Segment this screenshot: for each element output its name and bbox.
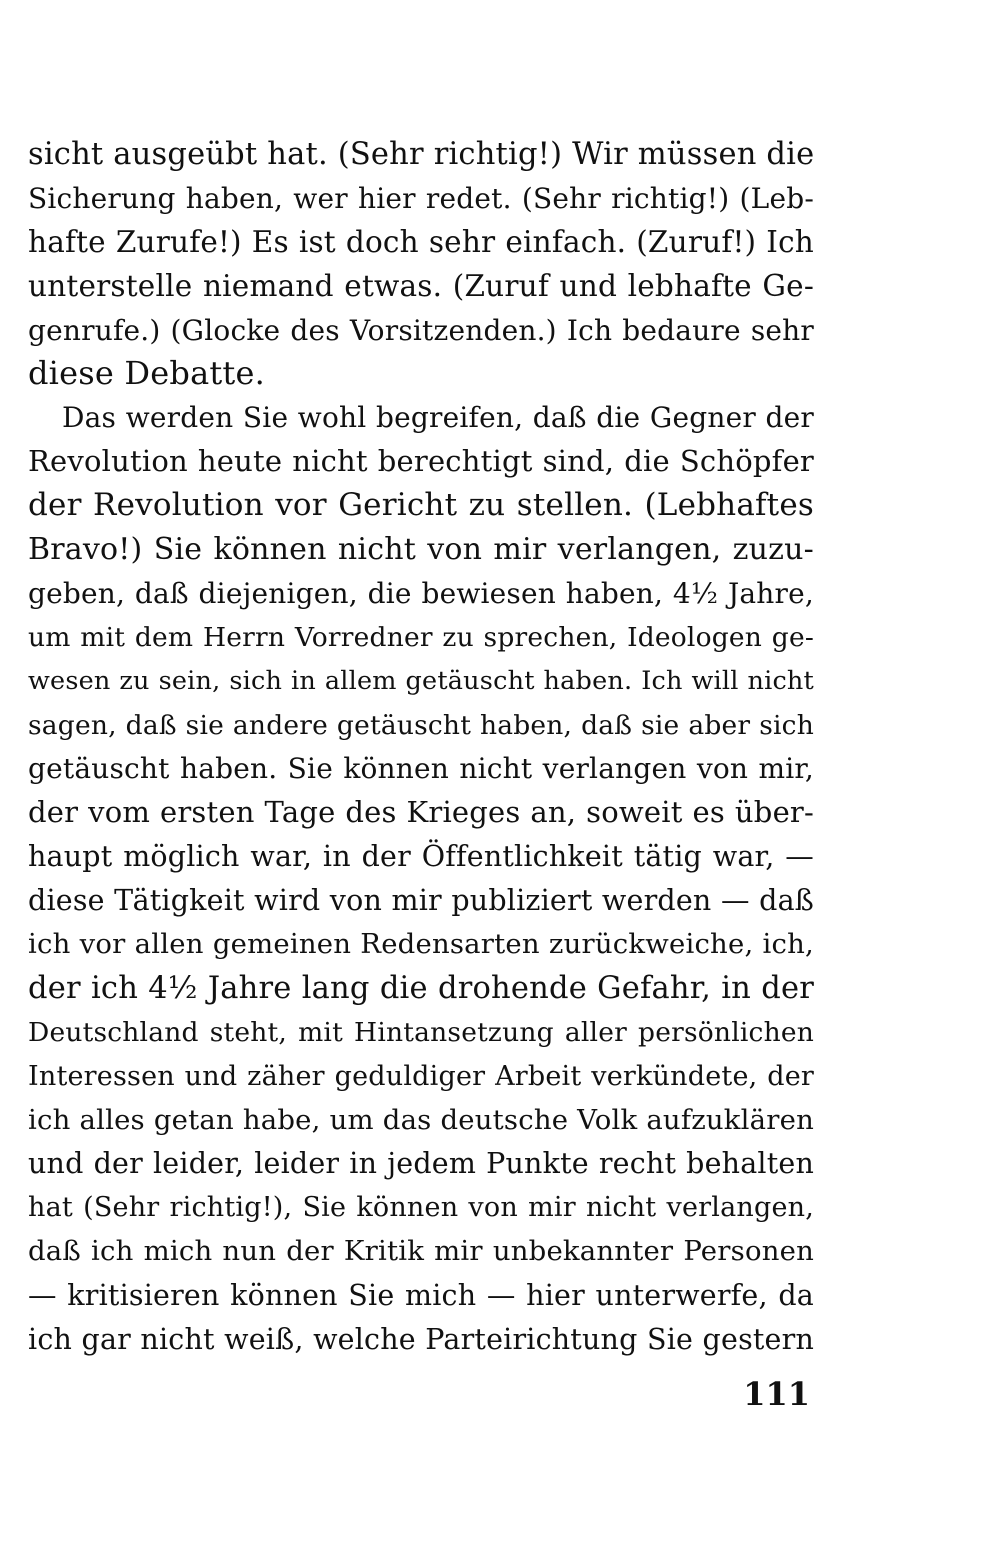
text-line: unterstelle niemand etwas. (Zuruf und lebhafte Ge- xyxy=(28,268,814,303)
text-line: Bravo!) Sie können nicht von mir verlangen, zuzu- xyxy=(28,532,814,568)
text-line: diese Tätigkeit wird von mir publiziert werden — daß xyxy=(28,884,814,918)
text-line: hafte Zurufe!) Es ist doch sehr einfach. (Zuruf!) Ich xyxy=(28,224,814,259)
paragraph-1 xyxy=(28,133,814,396)
text-line: — kritisieren können Sie mich — hier unterwerfe, da xyxy=(28,1279,814,1313)
text-line: sagen, daß sie andere getäuscht haben, daß sie aber sich xyxy=(28,709,814,741)
text-line: Interessen und zäher geduldiger Arbeit verkündete, der xyxy=(28,1060,814,1092)
page-number: 111 xyxy=(743,1375,810,1413)
text-line: daß ich mich nun der Kritik mir unbekannter Personen xyxy=(28,1235,814,1268)
text-line: Sicherung haben, wer hier redet. (Sehr richtig!) (Leb- xyxy=(28,181,814,215)
text-line: Das werden Sie wohl begreifen, daß die Gegner der xyxy=(62,401,814,435)
text-line: ich gar nicht weiß, welche Parteirichtung Sie gestern xyxy=(28,1323,814,1357)
text-line: der ich 4½ Jahre lang die drohende Gefahr, in der xyxy=(28,970,814,1006)
text-line: und der leider, leider in jedem Punkte recht behalten xyxy=(28,1147,814,1181)
text-line: haupt möglich war, in der Öffentlichkeit tätig war, — xyxy=(28,840,814,874)
text-line: Deutschland steht, mit Hintansetzung aller persönlichen xyxy=(28,1016,814,1048)
text-line: wesen zu sein, sich in allem getäuscht haben. Ich will nicht xyxy=(28,665,814,696)
text-line: getäuscht haben. Sie können nicht verlangen von mir, xyxy=(28,752,814,786)
paragraph-2 xyxy=(28,396,814,1362)
text-line: ich alles getan habe, um das deutsche Volk aufzuklären xyxy=(28,1103,814,1136)
text-line: sicht ausgeübt hat. (Sehr richtig!) Wir müssen die xyxy=(28,137,814,172)
text-line: um mit dem Herrn Vorredner zu sprechen, Ideologen ge- xyxy=(28,621,814,653)
text-line: geben, daß diejenigen, die bewiesen haben, 4½ Jahre, xyxy=(28,576,814,610)
text-line: Revolution heute nicht berechtigt sind, die Schöpfer xyxy=(28,444,814,479)
text-line: diese Debatte. xyxy=(28,354,265,393)
text-line: genrufe.) (Glocke des Vorsitzenden.) Ich bedaure sehr xyxy=(28,313,814,347)
text-line: hat (Sehr richtig!), Sie können von mir nicht verlangen, xyxy=(28,1192,814,1224)
text-line: ich vor allen gemeinen Redensarten zurückweiche, ich, xyxy=(28,928,814,961)
body-text xyxy=(28,133,814,1362)
text-line: der Revolution vor Gericht zu stellen. (Lebhaftes xyxy=(28,487,814,524)
text-line: der vom ersten Tage des Krieges an, soweit es über- xyxy=(28,795,814,830)
